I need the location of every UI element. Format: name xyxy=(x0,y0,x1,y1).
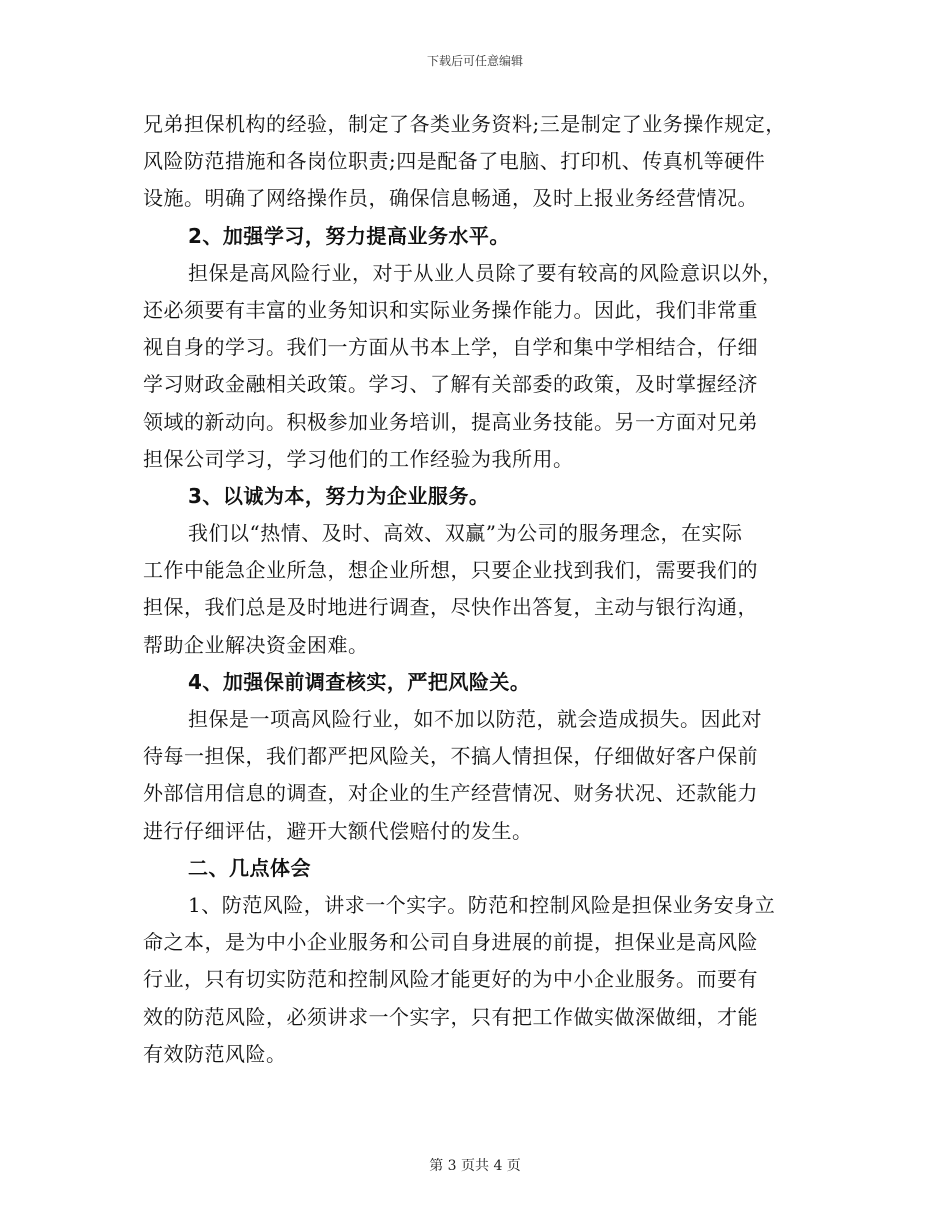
body-line: 学习财政金融相关政策。学习、了解有关部委的政策，及时掌握经济 xyxy=(143,372,758,397)
body-line: 有效防范风险。 xyxy=(143,1041,287,1066)
body-line: 设施。明确了网络操作员，确保信息畅通，及时上报业务经营情况。 xyxy=(143,186,758,211)
body-line: 担保是高风险行业，对于从业人员除了要有较高的风险意识以外， xyxy=(188,260,783,285)
body-line: 风险防范措施和各岗位职责;四是配备了电脑、打印机、传真机等硬件 xyxy=(143,149,766,174)
body-line: 1、防范风险，讲求一个实字。防范和控制风险是担保业务安身立 xyxy=(188,892,776,917)
body-line: 视自身的学习。我们一方面从书本上学，自学和集中学相结合，仔细 xyxy=(143,335,758,360)
body-line: 担保是一项高风险行业，如不加以防范，就会造成损失。因此对 xyxy=(188,707,762,731)
section-heading: 3、以诚为本，努力为企业服务。 xyxy=(188,483,490,508)
body-line: 我们以“热情、及时、高效、双赢”为公司的服务理念，在实际 xyxy=(188,521,743,546)
body-line: 担保，我们总是及时地进行调查，尽快作出答复，主动与银行沟通， xyxy=(143,595,758,620)
body-line: 还必须要有丰富的业务知识和实际业务操作能力。因此，我们非常重 xyxy=(143,297,758,322)
body-line: 领域的新动向。积极参加业务培训，提高业务技能。另一方面对兄弟 xyxy=(143,409,758,434)
body-line: 工作中能急企业所急，想企业所想，只要企业找到我们，需要我们的 xyxy=(143,558,758,583)
body-line: 帮助企业解决资金困难。 xyxy=(143,632,369,657)
section-heading: 二、几点体会 xyxy=(188,855,311,880)
section-heading: 2、加强学习，努力提高业务水平。 xyxy=(188,223,510,248)
body-line: 进行仔细评估，避开大额代偿赔付的发生。 xyxy=(143,818,533,843)
body-line: 兄弟担保机构的经验，制定了各类业务资料;三是制定了业务操作规定， xyxy=(143,112,786,136)
body-line: 命之本，是为中小企业服务和公司自身进展的前提，担保业是高风险 xyxy=(143,930,758,955)
body-line: 待每一担保，我们都严把风险关，不搞人情担保，仔细做好客户保前 xyxy=(143,744,758,769)
body-line: 行业，只有切实防范和控制风险才能更好的为中小企业服务。而要有 xyxy=(143,967,758,992)
section-heading: 4、加强保前调查核实，严把风险关。 xyxy=(188,669,531,694)
body-line: 担保公司学习，学习他们的工作经验为我所用。 xyxy=(143,446,574,471)
document-body xyxy=(143,106,808,1073)
page-header: 下载后可任意编辑 xyxy=(426,54,523,68)
page-number: 第 3 页共 4 页 xyxy=(429,1158,521,1174)
body-line: 效的防范风险，必须讲求一个实字，只有把工作做实做深做细，才能 xyxy=(143,1004,758,1029)
body-line: 外部信用信息的调查，对企业的生产经营情况、财务状况、还款能力 xyxy=(143,781,758,806)
